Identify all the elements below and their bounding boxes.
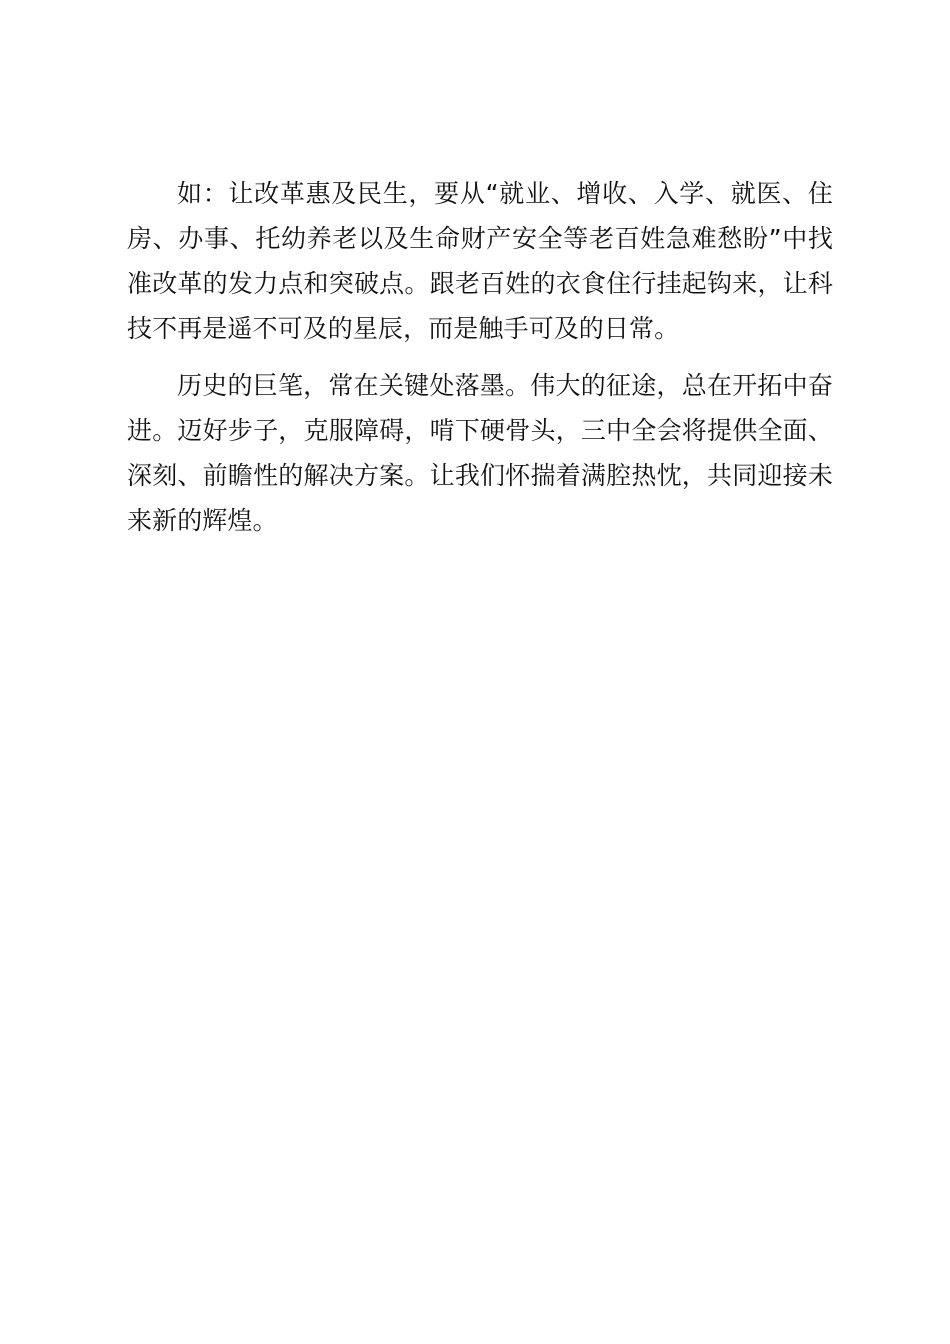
document-body [127, 171, 833, 543]
paragraph-reform-livelihood: 如：让改革惠及民生，要从“就业、增收、入学、就医、住房、办事、托幼养老以及生命财产安全等老百姓急难愁盼”中找准改革的发力点和突破点。跟老百姓的衣食住行挂起钩来，让科技不再是遥不可及的星辰，而是触手可及的日常。 [127, 179, 833, 343]
paragraph-history-future: 历史的巨笔，常在关键处落墨。伟大的征途，总在开拓中奋进。迈好步子，克服障碍，啃下硬骨头，三中全会将提供全面、深刻、前瞻性的解决方案。让我们怀揣着满腔热忱，共同迎接未来新的辉煌。 [127, 371, 833, 535]
